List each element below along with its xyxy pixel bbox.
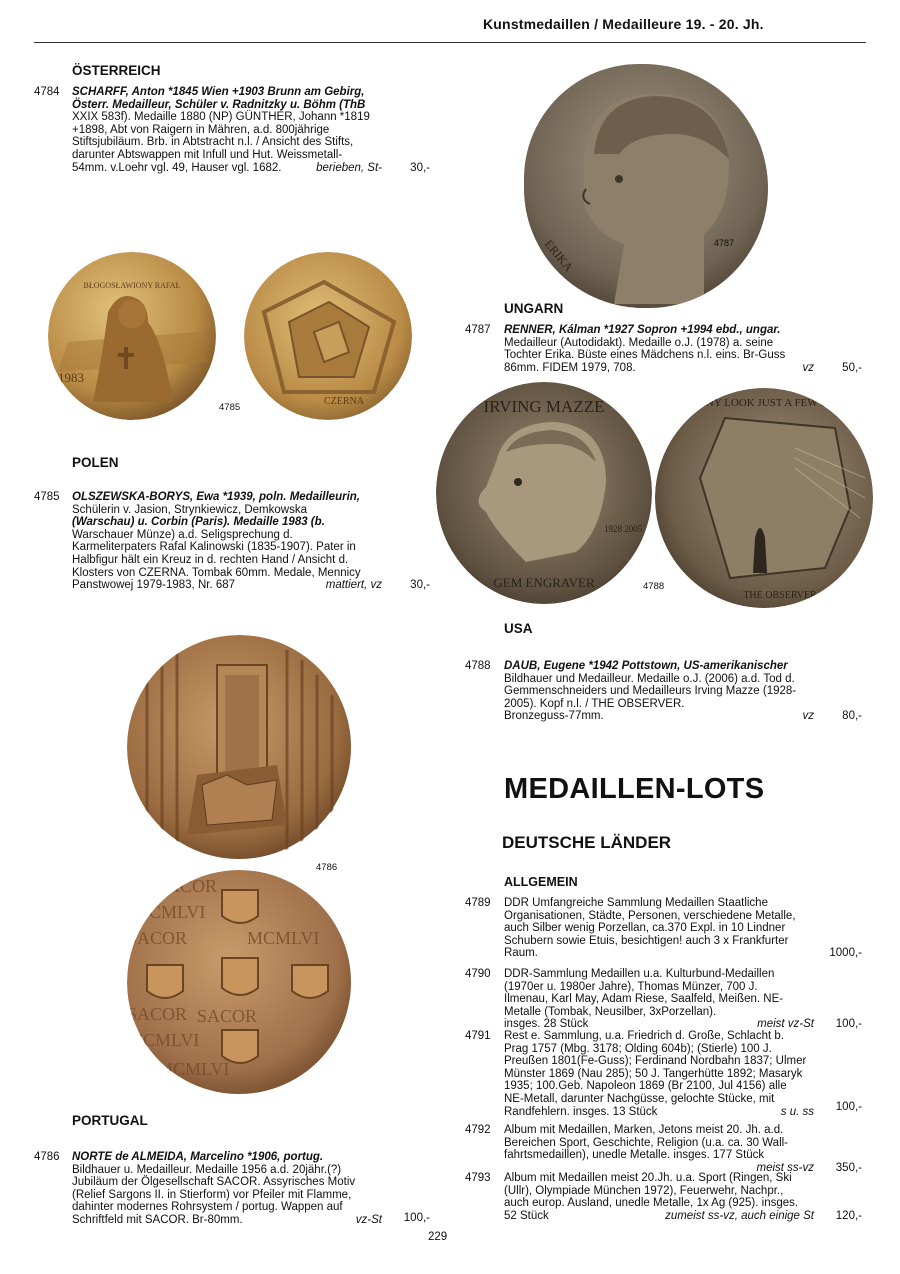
lot-number: 4790 <box>465 968 491 980</box>
image-caption: 4787 <box>714 238 735 248</box>
lot-line: Preußen 1801(Fe-Guss); Ferdinand Nordbahn 1837; Ulmer <box>504 1055 807 1068</box>
lot-line: Randfehlern. insges. 13 Stück <box>504 1105 658 1118</box>
image-caption: 4788 <box>643 581 665 592</box>
lot-number: 4787 <box>465 324 491 336</box>
lot-line: Prag 1757 (Mbg. 3178; Olding 604b); (Stierle) 100 J. <box>504 1042 772 1055</box>
lot-number: 4792 <box>465 1124 491 1136</box>
lot-line: Jubiläum der Ölgesellschaft SACOR. Assyrisches Motiv <box>72 1176 356 1189</box>
lot-line: SCHARFF, Anton *1845 Wien +1903 Brunn am Gebirg, <box>72 86 365 98</box>
lot-description-4792 <box>504 1124 814 1174</box>
lot-line: Panstwowej 1979-1983, Nr. 687 <box>72 579 236 592</box>
medal-inscription: SACOR <box>127 1004 188 1024</box>
lot-line: NORTE de ALMEIDA, Marcelino *1906, portug. <box>72 1151 324 1163</box>
heading-medaillen-lots: MEDAILLEN-LOTS <box>504 773 765 805</box>
lot-grade: mattiert, vz <box>325 579 382 592</box>
lot-grade: meist ss-vz <box>756 1161 814 1174</box>
lot-price: 100,- <box>403 1212 430 1224</box>
lot-line: Gemmenschneiders und Medailleurs Irving Mazze (1928- <box>504 685 797 698</box>
medal-4785-obverse-image <box>48 252 216 420</box>
lot-line: Halbfigur hält ein Kreuz in d. rechten Hand / Ansicht d. <box>72 553 349 566</box>
lot-line: (1970er u. 1980er Jahre), Thomas Münzer, 700 J. <box>504 980 758 993</box>
medal-4787-image <box>524 64 768 308</box>
lot-number: 4793 <box>465 1172 491 1184</box>
lot-line: XXIX 583f). Medaille 1880 (NP) GÜNTHER, Johann *1819 <box>72 111 370 124</box>
lot-description-4788 <box>504 660 814 723</box>
lot-line: Bildhauer und Medailleur. Medaille o.J. (2006) a.d. Tod d. <box>504 672 795 685</box>
lot-description-4789 <box>504 897 814 960</box>
medal-inscription: IRVING MAZZE <box>483 397 605 416</box>
lot-number: 4786 <box>34 1151 60 1163</box>
medal-inscription: THE OBSERVER <box>743 590 817 601</box>
medal-inscription: SACOR <box>127 928 188 948</box>
medal-inscription: MCMLVI <box>133 902 206 922</box>
section-heading-ungarn: UNGARN <box>504 301 564 316</box>
lot-line: DDR-Sammlung Medaillen u.a. Kulturbund-Medaillen <box>504 968 775 980</box>
medal-4786-reverse-image <box>127 870 352 1095</box>
section-heading-usa: USA <box>504 621 533 636</box>
lot-grade: vz <box>802 710 814 723</box>
lot-price: 350,- <box>835 1162 862 1174</box>
lot-line: Schriftfeld mit SACOR. Br-80mm. <box>72 1213 243 1226</box>
lot-line: Raum. <box>504 947 538 960</box>
lot-number: 4789 <box>465 897 491 909</box>
lot-line: Bereichen Sport, Geschichte, Religion (u.a. ca. 30 Wall- <box>504 1136 789 1149</box>
lot-number: 4785 <box>34 491 60 503</box>
lot-line: fahrtsmedaillen), unedle Metalle. insges. 177 Stück <box>504 1149 765 1162</box>
lot-line: Münster 1869 (Nau 285); 50 J. Tangerhütte 1892; Masaryk <box>504 1067 803 1080</box>
lot-line: Karmeliterpaters Rafal Kalinowski (1835-1907). Pater in <box>72 541 356 554</box>
lot-line: (Ullr), Olympiade München 1972), Feuerwehr, Nachpr., <box>504 1184 784 1197</box>
lot-line: darunter Abtswappen mit Infull und Hut. Weissmetall- <box>72 148 343 161</box>
medal-4788-reverse-image <box>655 388 873 608</box>
lot-line: Album mit Medaillen meist 20.Jh. u.a. Sport (Ringen, Ski <box>504 1172 792 1184</box>
medal-inscription: BŁOGOSŁAWIONY RAFAŁ <box>83 281 181 290</box>
lot-price: 50,- <box>842 362 862 374</box>
lot-number: 4788 <box>465 660 491 672</box>
section-heading-portugal: PORTUGAL <box>72 1113 148 1128</box>
lot-line: +1898, Abt von Raigern in Mähren, a.d. 800jährige <box>72 123 330 136</box>
lot-price: 120,- <box>835 1210 862 1222</box>
lot-line: 86mm. FIDEM 1979, 708. <box>504 361 636 374</box>
lot-description-4791 <box>504 1030 814 1118</box>
medal-4788-obverse-image <box>436 382 652 604</box>
running-header: Kunstmedaillen / Medailleure 19. - 20. Jh. <box>483 16 764 32</box>
lot-line: Tochter Erika. Büste eines Mädchens n.l. eins. Br-Guss <box>504 349 786 362</box>
lot-description-4787 <box>504 324 814 374</box>
lot-description-4784 <box>72 86 382 174</box>
lot-line: DAUB, Eugene *1942 Pottstown, US-amerikanischer <box>504 660 788 672</box>
medal-inscription: ERIKA <box>541 236 576 275</box>
medal-inscription: SACOR <box>157 876 218 896</box>
lot-line: Organisationen, Städte, Personen, verschiedene Metalle, <box>504 909 796 922</box>
medal-inscription: MCMLVI <box>247 928 320 948</box>
lot-line: Bildhauer u. Medailleur. Medaille 1956 a.d. 20jähr.(?) <box>72 1163 342 1176</box>
lot-description-4785 <box>72 491 382 592</box>
heading-deutsche-laender: DEUTSCHE LÄNDER <box>502 833 672 852</box>
lot-line: 54mm. v.Loehr vgl. 49, Hauser vgl. 1682. <box>72 161 282 174</box>
lot-line: RENNER, Kálman *1927 Sopron +1994 ebd., ungar. <box>504 324 781 336</box>
lot-line: Österr. Medailleur, Schüler v. Radnitzky u. Böhm (ThB <box>72 98 366 111</box>
heading-allgemein: ALLGEMEIN <box>504 875 578 889</box>
lot-description-4790 <box>504 968 814 1031</box>
medal-inscription: SACOR <box>197 1006 258 1026</box>
lot-line: Stiftsjubiläum. Brb. in Abtstracht n.l. / Ansicht des Stifts, <box>72 136 354 149</box>
page-number: 229 <box>428 1231 448 1243</box>
lot-price: 1000,- <box>829 947 862 959</box>
lot-line: Klosters von CZERNA. Tombak 60mm. Medale, Mennicy <box>72 566 361 579</box>
lot-line: auch Silber wenig Porzellan, ca.370 Expl. in 10 Lindner <box>504 922 786 935</box>
lot-price: 100,- <box>835 1018 862 1030</box>
medal-inscription: CZERNA <box>324 396 364 407</box>
lot-grade: vz-St <box>355 1213 382 1226</box>
medal-4786-obverse-image <box>127 635 352 860</box>
section-heading-oesterreich: ÖSTERREICH <box>72 63 161 78</box>
lot-line: OLSZEWSKA-BORYS, Ewa *1939, poln. Medailleurin, <box>72 491 360 503</box>
lot-line: Bronzeguss-77mm. <box>504 710 604 723</box>
lot-grade: vz <box>802 361 814 374</box>
lot-price: 30,- <box>410 162 430 174</box>
header-divider <box>34 42 866 43</box>
section-heading-polen: POLEN <box>72 455 119 470</box>
lot-line: 1935; 100.Geb. Napoleon 1869 (Br 2100, Jul 4156) alle <box>504 1080 787 1093</box>
lot-line: (Warschau) u. Corbin (Paris). Medaille 1983 (b. <box>72 516 325 529</box>
lot-grade: berieben, St- <box>316 161 382 174</box>
medal-inscription: 1928 2005 <box>604 524 643 534</box>
lot-line: Album mit Medaillen, Marken, Jetons meist 20. Jh. a.d. <box>504 1124 784 1136</box>
lot-price: 30,- <box>410 579 430 591</box>
lot-line: Schülerin v. Jasion, Strynkiewicz, Demkowska <box>72 503 307 516</box>
medal-inscription: MCMLVI <box>157 1059 230 1079</box>
lot-line: 52 Stück <box>504 1209 549 1222</box>
lot-description-4793 <box>504 1172 814 1222</box>
medal-year: 1983 <box>58 370 84 385</box>
lot-line: DDR Umfangreiche Sammlung Medaillen Staatliche <box>504 897 768 909</box>
medal-inscription: MANY LOOK JUST A FEW SEE <box>688 397 840 409</box>
lot-line: insges. 28 Stück <box>504 1018 589 1031</box>
lot-line: Rest e. Sammlung, u.a. Friedrich d. Große, Schlacht b. <box>504 1030 784 1042</box>
lot-line: NE-Metall, darunter Nachgüsse, gelochte Stücke, mit <box>504 1092 775 1105</box>
lot-price: 100,- <box>835 1101 862 1113</box>
lot-price: 80,- <box>842 710 862 722</box>
lot-line: Warschauer Münze) a.d. Seligsprechung d. <box>72 528 293 541</box>
lot-line: 2005). Kopf n.l. / THE OBSERVER. <box>504 697 685 710</box>
medal-inscription: GEM ENGRAVER <box>493 575 595 590</box>
lot-grade: s u. ss <box>780 1105 814 1118</box>
lot-number: 4784 <box>34 86 60 98</box>
lot-line: dahinter modernes Rohrsystem / portug. Wappen auf <box>72 1201 343 1214</box>
lot-line: auch europ. Ausland, unedle Metalle, 1x Ag (925). insges. <box>504 1197 799 1210</box>
medal-4785-reverse-image <box>244 252 412 420</box>
lot-line: (Relief Sargons II. in Stierform) vor Pfeiler mit Flamme, <box>72 1188 352 1201</box>
image-caption: 4786 <box>316 862 338 873</box>
lot-number: 4791 <box>465 1030 491 1042</box>
lot-description-4786 <box>72 1151 382 1227</box>
lot-line: Ilmenau, Karl May, Adam Riese, Saalfeld, Meißen. NE- <box>504 993 784 1006</box>
lot-line: Schubern sowie Etuis, besichtigen! auch 3 x Frankfurter <box>504 934 789 947</box>
lot-line: Metalle (Tombak, Neusilber, 3xPorzellan). <box>504 1005 717 1018</box>
lot-grade: zumeist ss-vz, auch einige St <box>665 1209 814 1222</box>
medal-inscription: MCMLVI <box>127 1030 200 1050</box>
lot-line: Medailleur (Autodidakt). Medaille o.J. (1978) a. seine <box>504 336 774 349</box>
image-caption: 4785 <box>219 402 241 413</box>
lot-grade: meist vz-St <box>757 1018 814 1031</box>
